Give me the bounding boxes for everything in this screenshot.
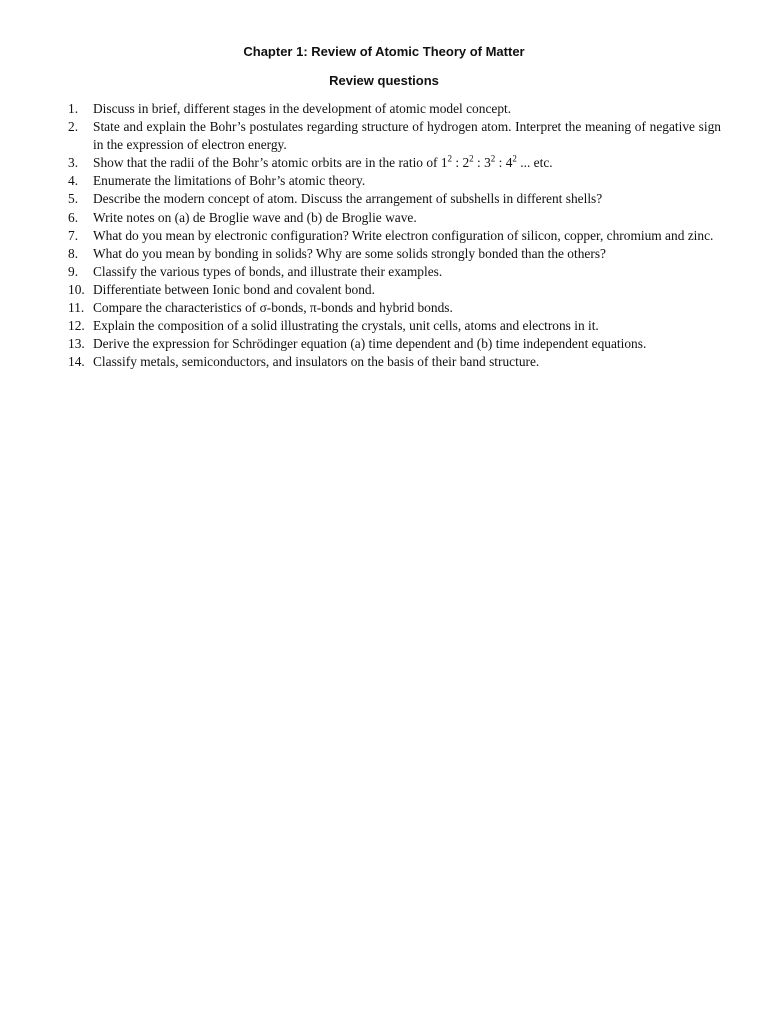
question-item-13 [0,335,768,353]
question-number: 3. [68,155,79,171]
question-number: 5. [68,191,79,207]
question-number: 4. [68,173,79,189]
question-text: Enumerate the limitations of Bohr’s atomic theory. [93,173,366,189]
question-number: 13. [68,336,85,352]
question-text: Describe the modern concept of atom. Discuss the arrangement of subshells in different shells? [93,191,603,207]
question-text-after: ... etc. [516,155,553,171]
question-text: Classify the various types of bonds, and illustrate their examples. [93,263,443,279]
question-item-12 [0,317,768,335]
question-number: 9. [68,263,79,279]
question-number: 8. [68,245,79,261]
question-number: 12. [68,318,85,334]
ratio-separator: : [495,155,506,171]
question-item-14 [0,353,768,371]
question-text: Explain the composition of a solid illustrating the crystals, unit cells, atoms and electrons in it. [93,318,599,334]
question-text: What do you mean by electronic configuration? Write electron configuration of silicon, copper, chromium and zinc. [93,227,714,243]
question-text-before: Show that the radii of the Bohr’s atomic orbits are in the ratio of [93,155,441,171]
question-text: State and explain the Bohr’s postulates regarding structure of hydrogen atom. Interpret the meaning of negative sign in the expression of electron energy. [93,119,721,153]
question-item-2 [0,118,768,154]
question-text: Classify metals, semiconductors, and insulators on the basis of their band structure. [93,354,540,370]
ratio-term-1: $1^2$ [440,153,453,171]
question-item-5 [0,190,768,208]
question-text: Write notes on (a) de Broglie wave and (b) de Broglie wave. [93,209,417,225]
review-question-list [0,100,768,371]
question-text: What do you mean by bonding in solids? Why are some solids strongly bonded than the others? [93,245,606,261]
question-number: 6. [68,209,79,225]
section-title: Review questions [329,73,439,88]
question-item-7 [0,227,768,245]
ratio-term-3: $3^2$ [484,153,496,171]
question-number: 10. [68,281,85,297]
question-number: 14. [68,354,85,370]
ratio-separator: : [452,155,463,171]
question-item-10 [0,281,768,299]
question-item-11 [0,299,768,317]
question-item-4 [0,172,768,190]
question-number: 2. [68,119,79,135]
question-text: Discuss in brief, different stages in the development of atomic model concept. [93,101,512,116]
question-text: Differentiate between Ionic bond and covalent bond. [93,281,375,297]
question-number: 7. [68,227,79,243]
chapter-title: Chapter 1: Review of Atomic Theory of Matter [243,44,525,59]
ratio-term-4: $4^2$ [505,153,517,171]
question-text: Derive the expression for Schrödinger equation (a) time dependent and (b) time independent equations. [93,336,647,352]
question-number: 11. [68,300,85,316]
question-item-9 [0,263,768,281]
question-item-1 [0,100,768,118]
ratio-term-2: $2^2$ [462,153,474,171]
question-item-6 [0,209,768,227]
question-item-8 [0,245,768,263]
question-text [93,154,721,172]
question-text: Compare the characteristics of σ-bonds, π-bonds and hybrid bonds. [93,300,453,316]
ratio-separator: : [473,155,485,171]
question-number: 1. [68,101,79,116]
question-item-3 [0,154,768,172]
